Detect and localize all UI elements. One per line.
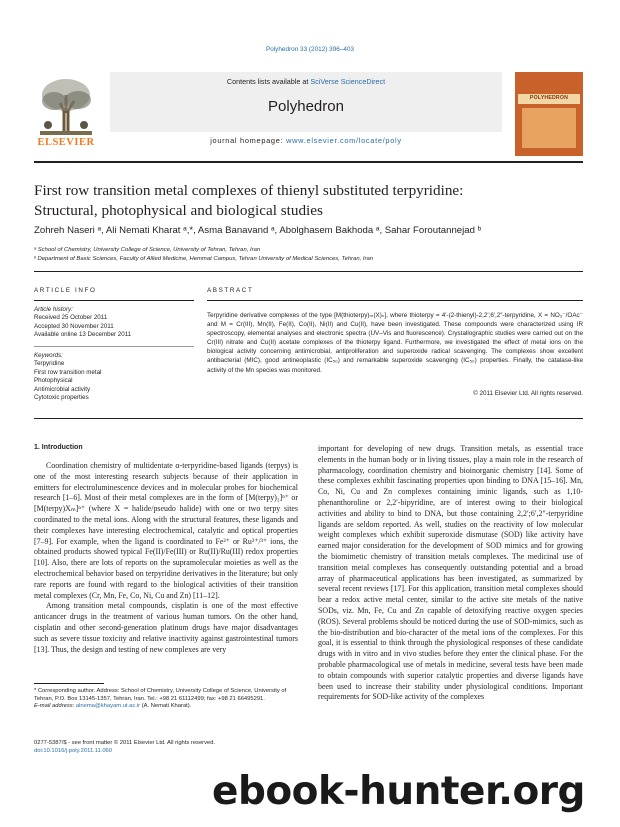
corresponding-author-note — [34, 688, 298, 711]
keyword-item: Terpyridine — [34, 360, 65, 368]
header-divider — [34, 161, 583, 163]
contents-prefix: Contents lists available at — [226, 77, 311, 86]
title-line-2: Structural, photophysical and biological studies — [34, 202, 323, 219]
section-heading-introduction: 1. Introduction — [34, 444, 83, 451]
corresponding-text: * Corresponding author. Address: School of Chemistry, University College of Science, University of Tehran, P.O. Box 13145-1357, Tehran, Iran. Tel.: +98 21 61112499; fax: +98 21 66495291. — [34, 688, 287, 702]
article-history — [34, 306, 194, 340]
contents-available — [110, 77, 502, 86]
keyword-item: Photophysical — [34, 377, 73, 385]
issn-line: 0277-5387/$ - see front matter © 2011 Elsevier Ltd. All rights reserved. — [34, 740, 216, 746]
accepted-date: Accepted 30 November 2011 — [34, 322, 114, 330]
footnote-rule — [34, 683, 104, 684]
elsevier-tree-logo — [34, 73, 98, 139]
homepage-prefix: journal homepage: — [210, 136, 287, 145]
online-date: Available online 13 December 2011 — [34, 331, 132, 339]
article-info-rule — [34, 300, 194, 301]
right-column — [318, 444, 583, 703]
elsevier-wordmark: ELSEVIER — [37, 137, 95, 148]
abstract-text: Terpyridine derivative complexes of the type [M(thioterpy)ₘ(X)ₙ], where thioterpy = 4′-(2-thienyl)-2,2′;6′,2″-terpyridine, X = NO₃⁻/OAc⁻ and M = Cr(III), Mn(II), Fe(II), Co(II), Ni(II) and Cu(II), have been investigated. These compounds were characterized using IR spectroscopy, elemental analyses and electronic spectra (UV–Vis and fluorescence). Crystallographic studies were carried out on the Cr(III) nitrate and Cu(II) acetate complexes of the thioterpy ligand. Furthermore, we investigated the effect of metal ions on the biological activity concerning antimicrobial, antiproliferation and superoxide radical scavenging. The complexes show excellent antibacterial (MIC), good antineoplastic (IC₅₀) and remarkable superoxide scavenging (IC₅₀) properties. Finally, the catalase-like activity of the Mn species was monitored. — [207, 312, 583, 374]
homepage-link[interactable]: www.elsevier.com/locate/poly — [286, 136, 402, 145]
watermark-text: ebook-hunter.org — [212, 769, 585, 814]
abstract-rule — [207, 300, 583, 301]
article-title — [34, 181, 594, 221]
article-info-heading: ARTICLE INFO — [34, 287, 97, 294]
keywords-block — [34, 352, 194, 402]
journal-cover-title: POLYHEDRON — [529, 95, 569, 101]
journal-name: Polyhedron — [268, 98, 344, 115]
keywords-rule — [34, 346, 194, 347]
citation-text[interactable]: Polyhedron 33 (2012) 396–403 — [265, 46, 355, 53]
affiliation-b: ᵇ Department of Basic Sciences, Faculty of Allied Medicine, Hemmat Campus, Tehran University of Medical Sciences, Tehran, Iran — [34, 256, 374, 262]
paragraph: Among transition metal compounds, cisplatin is one of the most effective anticancer drugs in the treatment of various human tumors. On the other hand, cisplatin and other second-generation platinum drugs have major disadvantages such as severe tissue toxicity and relative inactivity against gastrointestinal tumors [13]. Thus, the design and testing of new complexes are very — [34, 601, 298, 654]
doi-link[interactable]: doi:10.1016/j.poly.2011.11.060 — [34, 747, 112, 754]
abstract-bottom-divider — [34, 418, 583, 419]
paragraph: important for developing of new drugs. Transition metals, as essential trace elements in the human body or in living tissues, play a main role in the research of pharmacology, coordination chemistry and bioinorganic chemistry [14]. Some of these complexes exhibit fascinating properties upon binding to DNA [15–16]. Mn, Co, Ni, Cu and Zn complexes containing iminic ligands, such as 1,10-phenanthoroline or 2,2′-bipyridine, are of interest owing to their biological activities and ability to bind to DNA, but those containing 2,2′;6′,2″-terpyridine ligands are seldom reported. As well, studies on the reactivity of low molecular weight complexes which exhibit superoxide dismutase (SOD) like activity have earned major consideration for the development of SOD mimics and for growing the biomimetic chemistry of transition metals complexes. The medicinal use of transition metal complexes has consequently outstanding potential and a broad array of pharmaceutical applications has been investigated, as summarized by several recent reviews [17]. For this application, transition metal complexes should bear a redox active metal center, similar to the active site metals of the native SODs, viz. Mn, Fe, Cu and Zn capable of detoxifying reactive oxygen species (ROS). Several problems should be noticed during the use of SOD-mimics, such as the bio-distribution and bio-character of the metal ions of the complexes. For this goal, it is essential to think through the physiological responses of these candidate drugs with in vitro and in vivo studies before they enter the clinical phase. For the probable pharmacological use of metals in medicine, several tests have been made to obtain compounds with superior catalytic properties and diverse ligands have been used to increase their stability under physiological conditions. Important requirements for SOD-like activity of the complexes — [318, 444, 583, 702]
journal-homepage — [110, 136, 502, 145]
email-link[interactable]: alnema@khayam.ut.ac.ir — [75, 703, 141, 710]
title-line-1: First row transition metal complexes of thienyl substituted terpyridine: — [34, 182, 464, 199]
abstract-copyright: © 2011 Elsevier Ltd. All rights reserved. — [473, 390, 583, 397]
keyword-item: Antimicrobial activity — [34, 385, 91, 393]
received-date: Received 25 October 2011 — [34, 314, 108, 322]
keyword-item: Cytotoxic properties — [34, 394, 89, 402]
front-matter-footer — [34, 740, 298, 755]
keyword-item: First row transition metal — [34, 368, 102, 376]
title-divider — [34, 271, 583, 272]
email-line — [34, 703, 298, 711]
keywords-label: Keywords: — [34, 352, 63, 359]
abstract-heading: ABSTRACT — [207, 287, 254, 294]
author-list: Zohreh Naseri ᵃ, Ali Nemati Kharat ᵃ,*, Asma Banavand ᵃ, Abolghasem Bakhoda ᵃ, Sahar Foroutannejad ᵇ — [34, 225, 482, 236]
left-column — [34, 461, 298, 655]
affiliation-a: ᵃ School of Chemistry, University College of Science, University of Tehran, Tehran, Iran — [34, 247, 261, 253]
email-label: E-mail address: — [34, 703, 76, 710]
sciencedirect-link[interactable]: SciVerse ScienceDirect — [310, 77, 386, 86]
history-label: Article history: — [34, 306, 73, 313]
paragraph: Coordination chemistry of multidentate α-terpyridine-based ligands (terpys) is one of the most interesting research subjects because of their application in emitters for electroluminescence devices and in molecular probes for biochemical research [1–6]. Most of their metal complexes are in the form of [M(terpy)₂]ⁿ⁺ or [M(terpy)Xₘ]ⁿ⁺ (where X = halide/pseudo halide) with one or two terpy sites coordinated to the metal ions. Along with the structural features, these ligands and their complexes have interesting electrochemical, catalytic and optical properties [7–9]. For example, when the ligand is coordinated to Fe²⁺ or Ru²⁺/³⁺ ions, the obtained products showed typical Fe(II)/Fe(III) or Ru(II)/Ru(III) redox properties [10]. Also, there are lots of reports on the supramolecular moieties as well as the electrochemical behavior based on terpyridine derivatives in the literature; but only rare reports are found with regard to the biological activities of their transition metal complexes (Cr, Mn, Fe, Co, Ni, Cu and Zn) [11–12]. — [34, 461, 298, 600]
email-name: (A. Nemati Kharat). — [140, 703, 192, 710]
journal-citation[interactable] — [0, 46, 620, 53]
journal-cover-image — [522, 108, 576, 148]
